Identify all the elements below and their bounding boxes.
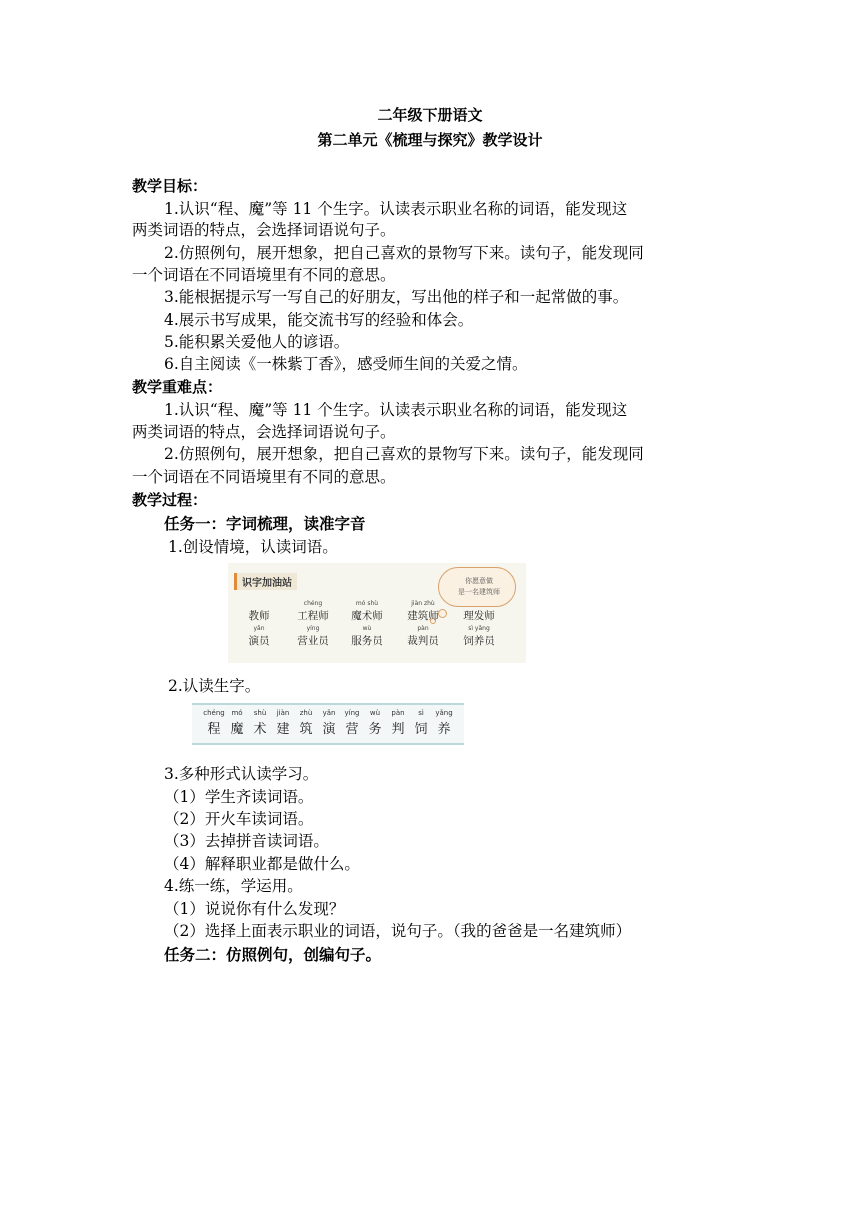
new-characters-image — [192, 703, 464, 745]
vocab-word: 理发师 — [463, 610, 495, 622]
vocab-word: yǎn 演员 — [248, 625, 270, 647]
new-character: wù 务 — [368, 709, 382, 737]
key-point-line: 两类词语的特点，会选择词语说句子。 — [132, 423, 396, 441]
key-point-line: 一个词语在不同语境里有不同的意思。 — [132, 468, 396, 486]
vocab-word: mó shù 魔术师 — [351, 600, 383, 622]
objective-line: 一个词语在不同语境里有不同的意思。 — [132, 266, 396, 284]
doc-title-grade: 二年级下册语文 — [377, 106, 483, 124]
objective-line: 3.能根据提示写一写自己的好朋友，写出他的样子和一起常做的事。 — [164, 288, 629, 306]
objective-line: 两类词语的特点，会选择词语说句子。 — [132, 221, 396, 239]
new-character: chéng 程 — [203, 709, 225, 737]
step3-text: 3.多种形式认读学习。 — [164, 765, 319, 783]
objective-line: 5.能积累关爱他人的谚语。 — [164, 333, 350, 351]
step4-item: （1）说说你有什么发现？ — [164, 900, 345, 918]
vocab-word: yíng 营业员 — [297, 625, 329, 647]
process-heading: 教学过程： — [132, 491, 208, 509]
step3-item: （2）开火车读词语。 — [164, 810, 314, 828]
key-point-line: 2.仿照例句，展开想象，把自己喜欢的景物写下来。读句子，能发现同 — [164, 445, 644, 463]
vocab-word: pàn 裁判员 — [407, 625, 439, 647]
vocab-card-image — [228, 563, 526, 663]
new-character: yíng 营 — [344, 709, 360, 737]
key-point-line: 1.认识“程、魔”等 11 个生字。认读表示职业名称的词语，能发现这 — [164, 401, 628, 419]
vocab-word: jiàn zhù 建筑师 — [407, 600, 439, 622]
new-character: shù 术 — [253, 709, 267, 737]
new-character: sì 饲 — [414, 709, 428, 737]
key-points-heading: 教学重难点： — [132, 378, 223, 396]
step3-item: （1）学生齐读词语。 — [164, 788, 314, 806]
step4-text: 4.练一练，学运用。 — [164, 877, 303, 895]
step3-item: （3）去掉拼音读词语。 — [164, 832, 329, 850]
new-character: mó 魔 — [230, 709, 244, 737]
step3-item: （4）解释职业都是做什么。 — [164, 855, 360, 873]
objective-line: 2.仿照例句，展开想象，把自己喜欢的景物写下来。读句子，能发现同 — [164, 244, 644, 262]
new-character: jiàn 建 — [276, 709, 290, 737]
card-tag: 识字加油站 — [234, 573, 297, 590]
vocab-word: wù 服务员 — [351, 625, 383, 647]
step2-text: 2.认读生字。 — [168, 677, 261, 695]
new-character: zhù 筑 — [299, 709, 313, 737]
vocab-word: chéng 工程师 — [297, 600, 329, 622]
new-character: yǎng 养 — [435, 709, 453, 737]
objective-line: 6.自主阅读《一株紫丁香》，感受师生间的关爱之情。 — [164, 355, 528, 373]
vocab-word: sì yǎng 饲养员 — [463, 625, 495, 647]
objective-line: 4.展示书写成果，能交流书写的经验和体会。 — [164, 311, 474, 329]
step1-text: 1.创设情境，认读词语。 — [168, 538, 338, 556]
bubble-text: 是一名建筑师 — [458, 588, 500, 596]
objective-line: 1.认识“程、魔”等 11 个生字。认读表示职业名称的词语，能发现这 — [164, 200, 628, 218]
new-character: yǎn 演 — [322, 709, 336, 737]
step4-item: （2）选择上面表示职业的词语，说句子。（我的爸爸是一名建筑师） — [164, 922, 632, 940]
vocab-word: 教师 — [248, 610, 270, 622]
bubble-text: 你愿意做 — [465, 577, 493, 585]
objectives-heading: 教学目标： — [132, 177, 208, 195]
task2-heading: 任务二：仿照例句，创编句子。 — [164, 946, 382, 964]
new-character: pàn 判 — [391, 709, 405, 737]
task1-heading: 任务一：字词梳理，读准字音 — [164, 515, 366, 533]
doc-title-unit: 第二单元《梳理与探究》教学设计 — [317, 131, 543, 149]
